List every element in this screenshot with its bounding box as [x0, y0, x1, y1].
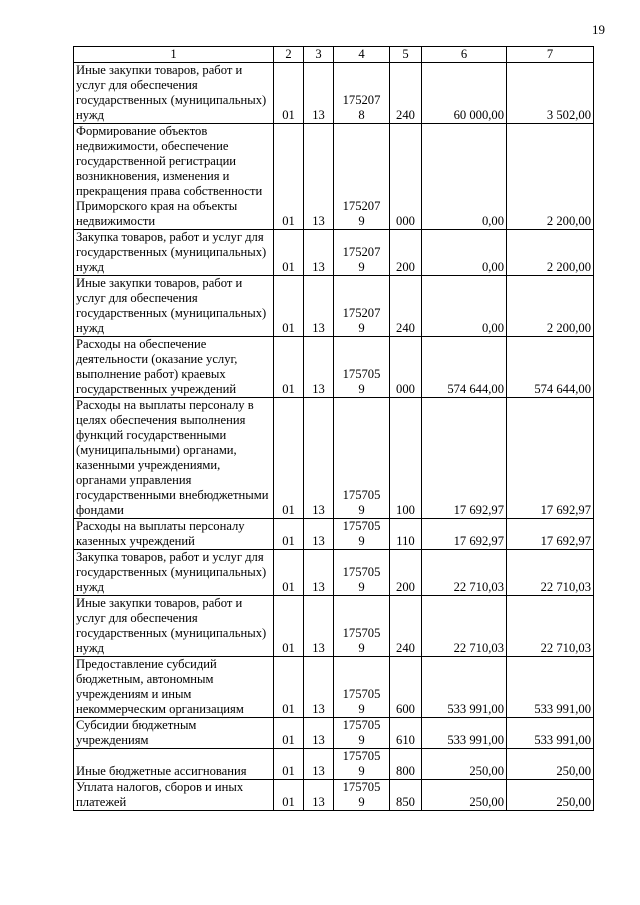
row-section-code: 01 — [274, 337, 304, 398]
row-expense-type: 600 — [390, 657, 422, 718]
row-name: Субсидии бюджетным учреждениям — [74, 718, 274, 749]
row-section-code: 01 — [274, 230, 304, 276]
row-sum-executed: 250,00 — [507, 749, 594, 780]
row-name: Закупка товаров, работ и услуг для государственных (муниципальных) нужд — [74, 230, 274, 276]
row-expense-type: 240 — [390, 276, 422, 337]
row-sum-planned: 533 991,00 — [422, 718, 507, 749]
row-expense-type: 800 — [390, 749, 422, 780]
row-expense-type: 100 — [390, 398, 422, 519]
target-article-part: 9 — [358, 702, 365, 716]
row-section-code: 01 — [274, 550, 304, 596]
row-subsection-code: 13 — [304, 398, 334, 519]
row-sum-planned: 250,00 — [422, 749, 507, 780]
row-target-article — [334, 124, 390, 230]
row-sum-executed: 574 644,00 — [507, 337, 594, 398]
row-name: Иные закупки товаров, работ и услуг для обеспечения государственных (муниципальных) нужд — [74, 63, 274, 124]
row-name: Иные бюджетные ассигнования — [74, 749, 274, 780]
table-row — [74, 276, 594, 337]
target-article-part: 9 — [358, 534, 365, 548]
table-row — [74, 550, 594, 596]
row-target-article — [334, 63, 390, 124]
row-target-article — [334, 780, 390, 811]
target-article-part: 8 — [358, 108, 365, 122]
target-article-part: 9 — [358, 580, 365, 594]
row-target-article — [334, 657, 390, 718]
target-article-part: 175705 — [342, 780, 381, 794]
row-expense-type: 850 — [390, 780, 422, 811]
row-name: Расходы на выплаты персоналу казенных учреждений — [74, 519, 274, 550]
row-subsection-code: 13 — [304, 550, 334, 596]
target-article-part: 175207 — [342, 93, 381, 107]
row-name: Расходы на выплаты персоналу в целях обеспечения выполнения функций государственными (муниципальными) органами, казенными учреждениями, органами управления государственными внебюджетными фондами — [74, 398, 274, 519]
row-subsection-code: 13 — [304, 718, 334, 749]
row-section-code: 01 — [274, 780, 304, 811]
target-article-part: 175207 — [342, 306, 381, 320]
row-subsection-code: 13 — [304, 124, 334, 230]
target-article-part: 9 — [358, 214, 365, 228]
target-article-part: 9 — [358, 321, 365, 335]
target-article-part: 175705 — [342, 749, 381, 763]
row-section-code: 01 — [274, 718, 304, 749]
row-sum-planned: 0,00 — [422, 230, 507, 276]
row-target-article — [334, 550, 390, 596]
target-article-part: 175705 — [342, 519, 381, 533]
table-row — [74, 63, 594, 124]
row-sum-executed: 17 692,97 — [507, 398, 594, 519]
row-target-article — [334, 398, 390, 519]
row-section-code: 01 — [274, 749, 304, 780]
row-expense-type: 610 — [390, 718, 422, 749]
target-article-part: 175705 — [342, 565, 381, 579]
target-article-part: 175207 — [342, 245, 381, 259]
row-sum-planned: 574 644,00 — [422, 337, 507, 398]
row-sum-planned: 22 710,03 — [422, 596, 507, 657]
target-article-part: 175207 — [342, 199, 381, 213]
target-article-part: 175705 — [342, 626, 381, 640]
row-target-article — [334, 519, 390, 550]
column-header: 1 — [74, 47, 274, 63]
target-article-part: 175705 — [342, 718, 381, 732]
row-target-article — [334, 749, 390, 780]
budget-table — [73, 46, 594, 811]
table-row — [74, 398, 594, 519]
row-sum-planned: 17 692,97 — [422, 398, 507, 519]
row-sum-planned: 22 710,03 — [422, 550, 507, 596]
row-sum-planned: 0,00 — [422, 276, 507, 337]
row-subsection-code: 13 — [304, 749, 334, 780]
column-header: 4 — [334, 47, 390, 63]
target-article-part: 9 — [358, 382, 365, 396]
target-article-part: 175705 — [342, 687, 381, 701]
row-sum-executed: 533 991,00 — [507, 718, 594, 749]
row-target-article — [334, 718, 390, 749]
row-expense-type: 110 — [390, 519, 422, 550]
column-header: 7 — [507, 47, 594, 63]
target-article-part: 9 — [358, 795, 365, 809]
table-row — [74, 337, 594, 398]
row-name: Предоставление субсидий бюджетным, автономным учреждениям и иным некоммерческим организациям — [74, 657, 274, 718]
row-target-article — [334, 337, 390, 398]
row-subsection-code: 13 — [304, 657, 334, 718]
header-row — [74, 47, 594, 63]
row-sum-planned: 17 692,97 — [422, 519, 507, 550]
row-sum-executed: 2 200,00 — [507, 276, 594, 337]
table-body — [74, 63, 594, 811]
column-header: 6 — [422, 47, 507, 63]
row-section-code: 01 — [274, 657, 304, 718]
row-subsection-code: 13 — [304, 276, 334, 337]
row-expense-type: 000 — [390, 124, 422, 230]
row-target-article — [334, 230, 390, 276]
row-subsection-code: 13 — [304, 519, 334, 550]
table-row — [74, 749, 594, 780]
row-sum-executed: 22 710,03 — [507, 550, 594, 596]
target-article-part: 9 — [358, 503, 365, 517]
row-expense-type: 000 — [390, 337, 422, 398]
row-name: Иные закупки товаров, работ и услуг для обеспечения государственных (муниципальных) нужд — [74, 596, 274, 657]
row-sum-executed: 2 200,00 — [507, 124, 594, 230]
row-name: Иные закупки товаров, работ и услуг для обеспечения государственных (муниципальных) нужд — [74, 276, 274, 337]
row-section-code: 01 — [274, 63, 304, 124]
target-article-part: 175705 — [342, 488, 381, 502]
column-header: 2 — [274, 47, 304, 63]
row-subsection-code: 13 — [304, 780, 334, 811]
row-sum-planned: 60 000,00 — [422, 63, 507, 124]
target-article-part: 9 — [358, 764, 365, 778]
row-sum-executed: 250,00 — [507, 780, 594, 811]
table-row — [74, 657, 594, 718]
row-name: Закупка товаров, работ и услуг для государственных (муниципальных) нужд — [74, 550, 274, 596]
row-sum-planned: 0,00 — [422, 124, 507, 230]
table-row — [74, 230, 594, 276]
column-header: 3 — [304, 47, 334, 63]
row-sum-executed: 17 692,97 — [507, 519, 594, 550]
row-section-code: 01 — [274, 124, 304, 230]
row-sum-planned: 250,00 — [422, 780, 507, 811]
row-section-code: 01 — [274, 596, 304, 657]
row-name: Расходы на обеспечение деятельности (оказание услуг, выполнение работ) краевых государственных учреждений — [74, 337, 274, 398]
row-subsection-code: 13 — [304, 63, 334, 124]
row-sum-executed: 2 200,00 — [507, 230, 594, 276]
page-number: 19 — [592, 22, 605, 37]
table-row — [74, 596, 594, 657]
row-sum-executed: 22 710,03 — [507, 596, 594, 657]
table-row — [74, 519, 594, 550]
row-subsection-code: 13 — [304, 337, 334, 398]
target-article-part: 175705 — [342, 367, 381, 381]
table-row — [74, 124, 594, 230]
row-section-code: 01 — [274, 519, 304, 550]
row-sum-executed: 533 991,00 — [507, 657, 594, 718]
row-name: Формирование объектов недвижимости, обеспечение государственной регистрации возникновения, изменения и прекращения права собственности Приморского края на объекты недвижимости — [74, 124, 274, 230]
row-name: Уплата налогов, сборов и иных платежей — [74, 780, 274, 811]
row-expense-type: 200 — [390, 230, 422, 276]
column-header: 5 — [390, 47, 422, 63]
row-subsection-code: 13 — [304, 596, 334, 657]
row-section-code: 01 — [274, 276, 304, 337]
row-target-article — [334, 596, 390, 657]
table-row — [74, 780, 594, 811]
row-target-article — [334, 276, 390, 337]
row-expense-type: 240 — [390, 63, 422, 124]
target-article-part: 9 — [358, 641, 365, 655]
row-section-code: 01 — [274, 398, 304, 519]
target-article-part: 9 — [358, 733, 365, 747]
row-sum-executed: 3 502,00 — [507, 63, 594, 124]
table-row — [74, 718, 594, 749]
target-article-part: 9 — [358, 260, 365, 274]
row-expense-type: 200 — [390, 550, 422, 596]
row-subsection-code: 13 — [304, 230, 334, 276]
row-expense-type: 240 — [390, 596, 422, 657]
row-sum-planned: 533 991,00 — [422, 657, 507, 718]
